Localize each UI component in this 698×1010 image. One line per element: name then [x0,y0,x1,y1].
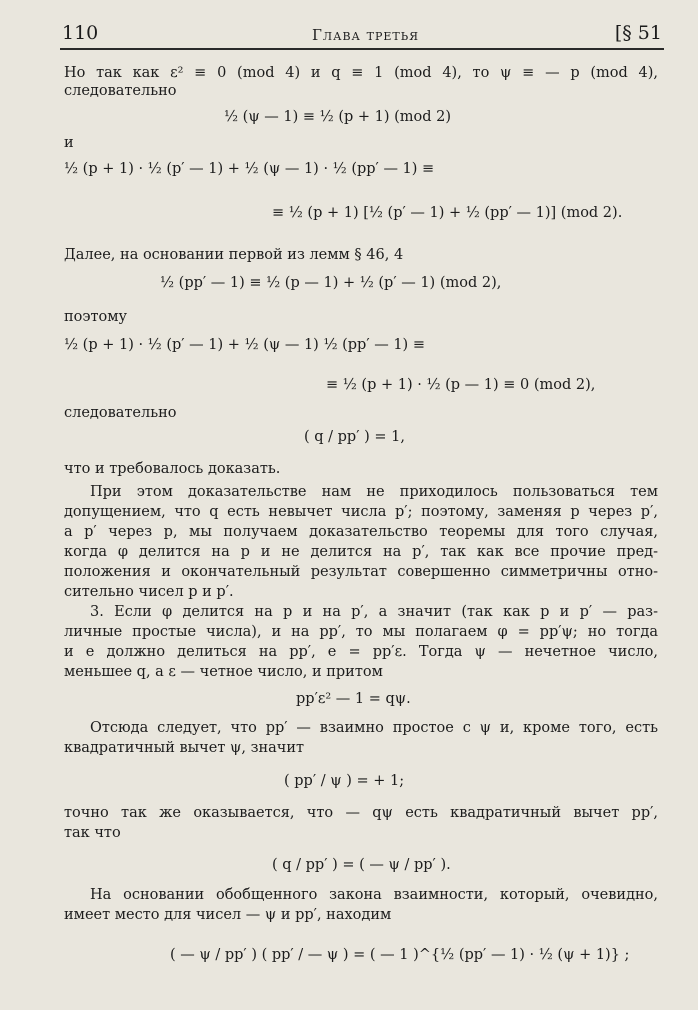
text-line: что и требовалось доказать. [64,461,281,477]
formula-line: ( pp′ / ψ ) = + 1; [284,773,405,789]
formula-line: ½ (p + 1) · ½ (p′ — 1) + ½ (ψ — 1) ½ (pp′ — 1) ≡ [64,337,425,353]
formula-line: ½ (ψ — 1) ≡ ½ (p + 1) (mod 2) [224,109,452,125]
text-line: следовательно [64,83,177,99]
formula-line: pp′ε² — 1 = qψ. [296,691,411,707]
text-line: а p′ через p, мы получаем доказательство теоремы для того случая, [64,524,658,540]
formula-line: ½ (pp′ — 1) ≡ ½ (p — 1) + ½ (p′ — 1) (mod 2), [160,275,502,291]
text-line: Далее, на основании первой из лемм § 46, 4 [64,247,404,263]
chapter-title: Глава третья [312,26,420,44]
formula-line: ≡ ½ (p + 1) [½ (p′ — 1) + ½ (pp′ — 1)] (mod 2). [272,205,623,221]
text-line: поэтому [64,309,128,325]
text-line: Отсюда следует, что pp′ — взаимно простое с ψ и, кроме того, есть [90,720,658,736]
text-line: При этом доказательстве нам не приходилось пользоваться тем [90,484,658,500]
page-header [62,22,662,48]
text-line: 3. Если φ делится на p и на p′, а значит (так как p и p′ — раз- [90,604,658,620]
text-line: когда φ делится на p и не делится на p′, так как все прочие пред- [64,544,658,560]
text-line: так что [64,825,121,841]
section-number: [§ 51 [614,22,662,44]
text-line: положения и окончательный результат совершенно симметричны отно- [64,564,658,580]
text-line: точно так же оказывается, что — qψ есть квадратичный вычет pp′, [64,805,658,821]
text-line: следовательно [64,405,177,421]
formula-line: ( q / pp′ ) = 1, [304,429,405,445]
text-line: и [64,135,74,151]
text-line: и e должно делиться на pp′, e = pp′ε. Тогда ψ — нечетное число, [64,644,658,660]
text-line: квадратичный вычет ψ, значит [64,740,305,756]
formula-line: ½ (p + 1) · ½ (p′ — 1) + ½ (ψ — 1) · ½ (pp′ — 1) ≡ [64,161,435,177]
text-line: меньшее q, а ε — четное число, и притом [64,664,383,680]
text-line: допущением, что q есть невычет числа p′; поэтому, заменяя p через p′, [64,504,658,520]
text-line: личные простые числа), и на pp′, то мы полагаем φ = pp′ψ; но тогда [64,624,658,640]
formula-line: ≡ ½ (p + 1) · ½ (p — 1) ≡ 0 (mod 2), [326,377,596,393]
text-line: сительно чисел p и p′. [64,584,234,600]
text-line: имеет место для чисел — ψ и pp′, находим [64,907,392,923]
header-rule [60,48,664,50]
page-number: 110 [62,22,99,44]
text-line: На основании обобщенного закона взаимности, который, очевидно, [90,887,658,903]
text-line: Но так как ε² ≡ 0 (mod 4) и q ≡ 1 (mod 4), то ψ ≡ — p (mod 4), [64,65,658,81]
formula-line: ( — ψ / pp′ ) ( pp′ / — ψ ) = ( — 1 )^{½ (pp′ — 1) · ½ (ψ + 1)} ; [170,947,630,963]
formula-line: ( q / pp′ ) = ( — ψ / pp′ ). [272,857,451,873]
